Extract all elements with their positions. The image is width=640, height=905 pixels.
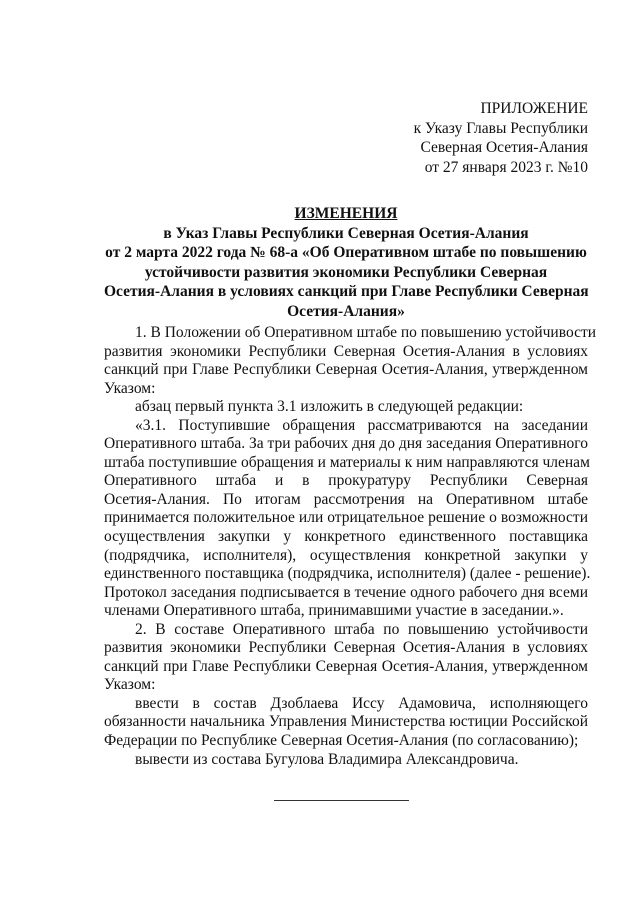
closing-separator-line [274, 800, 409, 801]
body-line: санкций при Главе Республики Северная Осетия-Алания, утвержденном [104, 361, 588, 379]
title-line: устойчивости развития экономики Республики Северная [144, 263, 548, 281]
body-line: развития экономики Республики Северная Осетия-Алания в условиях [104, 639, 588, 657]
title-heading: ИЗМЕНЕНИЯ [294, 205, 398, 222]
body-line: абзац первый пункта 3.1 изложить в следующей редакции: [135, 398, 524, 416]
body-line: принимается положительное или отрицательное решение о возможности [104, 509, 588, 527]
body-line: Осетия-Алания. По итогам рассмотрения на Оперативном штабе [104, 490, 588, 508]
title-line: Осетия-Алания» [287, 302, 405, 320]
appendix-line: Северная Осетия-Алания [420, 139, 588, 156]
document-body [104, 324, 597, 769]
body-line: 1. В Положении об Оперативном штабе по повышению устойчивости [135, 324, 597, 341]
body-line: ввести в состав Дзоблаева Иссу Адамовича, исполняющего [135, 694, 588, 712]
body-line: Оперативного штаба и в прокуратуру Республики Северная [104, 472, 588, 490]
body-line: штаба поступившие обращения и материалы к ним направляются членам [104, 453, 590, 471]
body-line: Протокол заседания подписывается в течение одного рабочего дня всеми [104, 583, 588, 601]
appendix-line: к Указу Главы Республики [413, 119, 588, 137]
title-line: Осетия-Алания в условиях санкций при Главе Республики Северная [104, 283, 589, 301]
body-line: санкций при Главе Республики Северная Осетия-Алания, утвержденном [104, 657, 588, 675]
title-line: в Указ Главы Республики Северная Осетия-Алания [163, 224, 529, 242]
body-line: осуществления закупки у конкретного единственного поставщика [104, 528, 588, 546]
body-line: «3.1. Поступившие обращения рассматриваются на заседании [135, 416, 588, 434]
body-line: Указом: [104, 379, 156, 397]
body-line: 2. В составе Оперативного штаба по повышению устойчивости [135, 620, 588, 638]
body-line: Федерации по Республике Северная Осетия-Алания (по согласованию); [104, 732, 579, 750]
document-title [104, 204, 588, 322]
body-line: (подрядчика, исполнителя), осуществления конкретной закупки у [104, 546, 588, 564]
body-line: единственного поставщика (подрядчика, исполнителя) (далее - решение). [104, 565, 591, 583]
appendix-line: ПРИЛОЖЕНИЕ [480, 100, 588, 117]
body-line: обязанности начальника Управления Министерства юстиции Российской [104, 713, 588, 731]
body-line: членами Оперативного штаба, принимавшими участие в заседании.». [104, 602, 564, 620]
body-line: развития экономики Республики Северная Осетия-Алания в условиях [104, 342, 588, 360]
body-line: Оперативного штаба. За три рабочих дня до дня заседания Оперативного [104, 435, 588, 453]
body-line: Указом: [104, 676, 156, 694]
appendix-line: от 27 января 2023 г. №10 [424, 158, 588, 176]
appendix-block [380, 99, 588, 177]
title-line: от 2 марта 2022 года № 68-а «Об Оперативном штабе по повышению [105, 244, 587, 262]
body-line: вывести из состава Бугулова Владимира Александровича. [135, 750, 519, 768]
